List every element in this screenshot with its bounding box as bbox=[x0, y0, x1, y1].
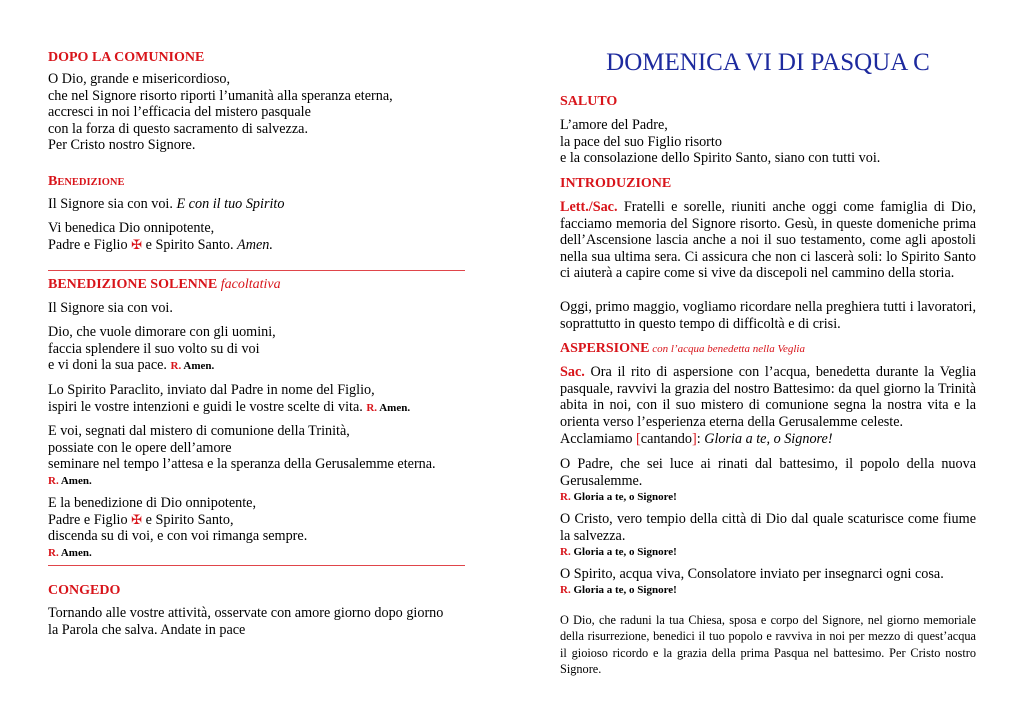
page-title: DOMENICA VI DI PASQUA C bbox=[606, 49, 930, 76]
solenne-p3: E voi, segnati dal mistero di comunione della Trinità, possiate con le opere dell’amore seminare nel tempo l’attesa e la speranza della Gerusalemme eterna. R. Amen. bbox=[48, 423, 436, 487]
text-line: accresci in noi l’efficacia del mistero pasquale bbox=[48, 104, 311, 121]
dopo-comunione-heading: DOPO LA COMUNIONE bbox=[48, 50, 205, 65]
divider bbox=[48, 565, 465, 566]
introduzione-text: Lett./Sac. Fratelli e sorelle, riuniti anche oggi come famiglia di Dio, facciamo memoria del Signore risorto. Gesù, in queste domeniche prima dell’Ascensione lascia anche a noi il suo testamento, come agli apostoli nella sua ultima sera. Ci assicura che non ci lascerà soli: lo Spirito Santo ci aiuterà a capire come si vive da discepoli nel cammino della storia. bbox=[560, 199, 976, 282]
divider bbox=[48, 270, 465, 271]
invocation-2: O Cristo, vero tempio della città di Dio dal quale scaturisce come fiume la salvezza. bbox=[560, 511, 976, 544]
benedizione-heading: BENEDIZIONE bbox=[48, 174, 125, 189]
aspersione-prayer: O Dio, che raduni la tua Chiesa, sposa e corpo del Signore, nel giorno memoriale della risurrezione, benedici il tuo popolo e ravviva in noi per mezzo di quest’acqua il gioioso ricordo e la grazia della prima Pasqua nel battesimo. Per Cristo nostro Signore. bbox=[560, 613, 976, 677]
aspersione-heading: ASPERSIONE con l’acqua benedetta nella Veglia bbox=[560, 341, 805, 356]
introduzione-heading: INTRODUZIONE bbox=[560, 176, 672, 191]
text-line: Per Cristo nostro Signore. bbox=[48, 137, 196, 154]
saluto-heading: SALUTO bbox=[560, 94, 618, 109]
invocation-1: O Padre, che sei luce ai rinati dal battesimo, il popolo della nuova Gerusalemme. bbox=[560, 456, 976, 489]
congedo-heading: CONGEDO bbox=[48, 583, 121, 598]
benedizione-line-1: Il Signore sia con voi. E con il tuo Spirito bbox=[48, 196, 285, 212]
dopo-comunione-text bbox=[48, 71, 468, 154]
congedo-text: Tornando alle vostre attività, osservate con amore giorno dopo giorno la Parola che salva. Andate in pace bbox=[48, 605, 444, 638]
response-2: R. Gloria a te, o Signore! bbox=[560, 546, 677, 558]
solenne-p4: E la benedizione di Dio onnipotente, Padre e Figlio ✠ e Spirito Santo, discenda su di voi, e con voi rimanga sempre. R. Amen. bbox=[48, 495, 308, 559]
response-3: R. Gloria a te, o Signore! bbox=[560, 584, 677, 596]
text-line: che nel Signore risorto riporti l’umanità alla speranza eterna, bbox=[48, 87, 393, 104]
introduzione-text-2: Oggi, primo maggio, vogliamo ricordare nella preghiera tutti i lavoratori, soprattutto in questo tempo di difficoltà e di crisi. bbox=[560, 299, 976, 332]
cross-icon: ✠ bbox=[131, 236, 143, 252]
text-line: con la forza di questo sacramento di salvezza. bbox=[48, 120, 308, 137]
aspersione-text: Sac. Ora il rito di aspersione con l’acqua, benedetta durante la Veglia pasquale, ravvivi la grazia del nostro Battesimo: da quel giorno la Trinità abita in noi, con il suo mistero di comunione segna la nostra vita e la orienta verso l’esperienza eterna della Gerusalemme celeste. bbox=[560, 364, 976, 430]
text-line: O Dio, grande e misericordioso, bbox=[48, 71, 231, 87]
invocation-3: O Spirito, acqua viva, Consolatore inviato per insegnarci ogni cosa. bbox=[560, 566, 944, 582]
solenne-p2: Lo Spirito Paraclito, inviato dal Padre in nome del Figlio, ispiri le vostre intenzioni e guidi le vostre scelte di vita. R. Amen. bbox=[48, 382, 411, 415]
acclamation-line: Acclamiamo [cantando]: Gloria a te, o Signore! bbox=[560, 431, 833, 447]
benedizione-blessing: Vi benedica Dio onnipotente, Padre e Figlio ✠ e Spirito Santo. Amen. bbox=[48, 220, 273, 253]
response-1: R. Gloria a te, o Signore! bbox=[560, 491, 677, 503]
saluto-text: L’amore del Padre, la pace del suo Figlio risorto e la consolazione dello Spirito Santo, siano con tutti voi. bbox=[560, 117, 881, 167]
cross-icon: ✠ bbox=[131, 511, 143, 527]
benedizione-solenne-heading: BENEDIZIONE SOLENNE facoltativa bbox=[48, 277, 281, 292]
solenne-p1: Dio, che vuole dimorare con gli uomini, faccia splendere il suo volto su di voi e vi doni la sua pace. R. Amen. bbox=[48, 324, 276, 374]
solenne-intro: Il Signore sia con voi. bbox=[48, 300, 173, 316]
